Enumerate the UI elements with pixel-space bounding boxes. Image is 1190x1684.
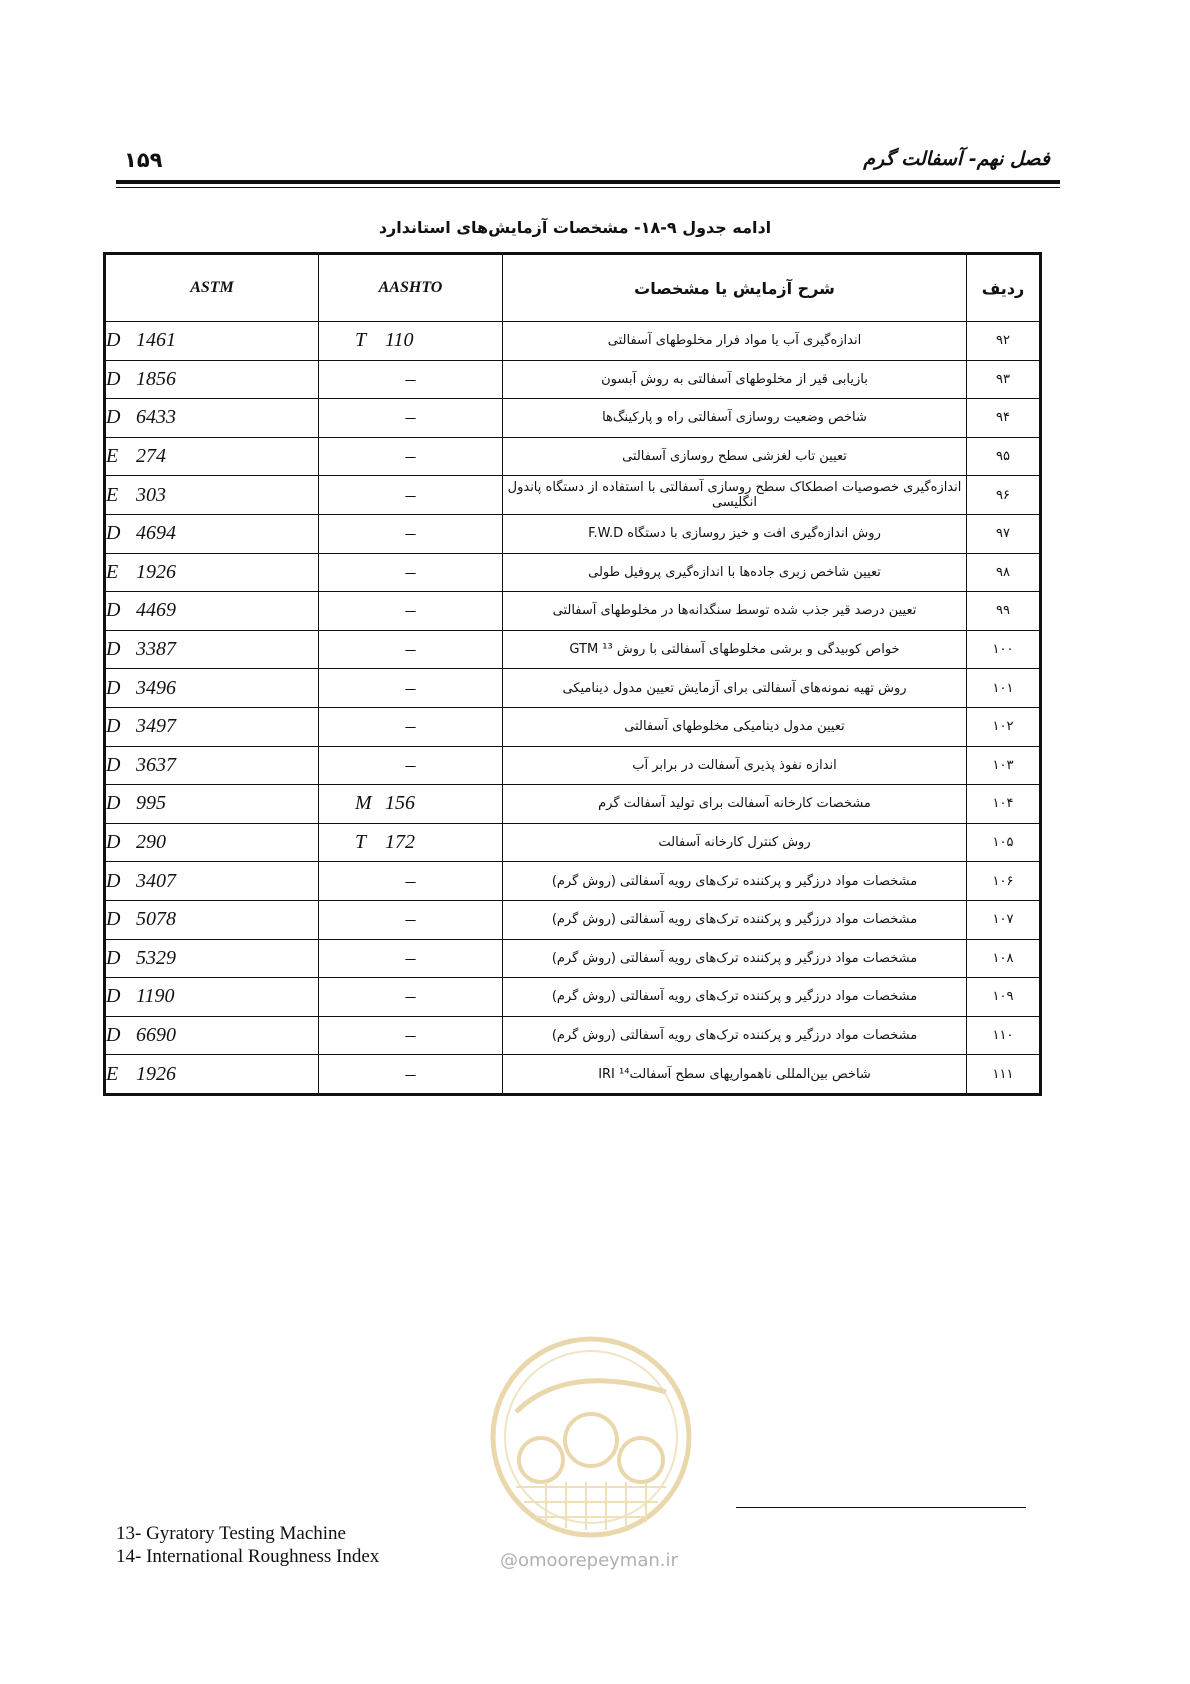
astm-letter: D [106, 792, 121, 815]
row-number-cell: ۱۰۷ [967, 900, 1041, 939]
astm-letter: E [106, 483, 119, 506]
astm-number: 6690 [136, 1023, 176, 1046]
table-row [105, 399, 1041, 438]
description-cell: شاخص وضعیت روسازی آسفالتی راه و پارکینگ‌ها [503, 399, 967, 438]
astm-cell [105, 707, 319, 746]
footnote-rule [736, 1507, 1026, 1508]
astm-number: 1926 [136, 560, 176, 583]
description-cell: بازیابی قیر از مخلوطهای آسفالتی به روش آبسون [503, 360, 967, 399]
table-row [105, 746, 1041, 785]
description-cell: مشخصات مواد درزگیر و پرکننده ترک‌های رویه آسفالتی (روش گرم) [503, 900, 967, 939]
row-number-cell: ۹۵ [967, 437, 1041, 476]
aashto-cell: – [319, 939, 503, 978]
table-row [105, 785, 1041, 824]
astm-number: 995 [136, 792, 166, 815]
aashto-cell: – [319, 669, 503, 708]
aashto-cell: – [319, 862, 503, 901]
table-row [105, 592, 1041, 631]
description-cell: مشخصات کارخانه آسفالت برای تولید آسفالت گرم [503, 785, 967, 824]
footnote-14: 14- International Roughness Index [116, 1546, 380, 1567]
astm-number: 1190 [136, 985, 175, 1008]
description-cell: تعیین تاب لغزشی سطح روسازی آسفالتی [503, 437, 967, 476]
aashto-cell: – [319, 399, 503, 438]
astm-number: 290 [136, 831, 166, 854]
astm-number: 5329 [136, 946, 176, 969]
astm-number: 3496 [136, 676, 176, 699]
description-cell: شاخص بین‌المللی ناهمواریهای سطح آسفالت¹⁴ IRI [503, 1055, 967, 1095]
table-row [105, 707, 1041, 746]
description-cell: مشخصات مواد درزگیر و پرکننده ترک‌های رویه آسفالتی (روش گرم) [503, 978, 967, 1017]
description-cell: مشخصات مواد درزگیر و پرکننده ترک‌های رویه آسفالتی (روش گرم) [503, 1016, 967, 1055]
astm-cell [105, 1016, 319, 1055]
description-cell: تعیین درصد قیر جذب شده توسط سنگدانه‌ها در مخلوطهای آسفالتی [503, 592, 967, 631]
astm-number: 303 [136, 483, 166, 506]
row-number-cell: ۹۶ [967, 476, 1041, 515]
astm-cell [105, 900, 319, 939]
astm-letter: D [106, 831, 121, 854]
description-cell: مشخصات مواد درزگیر و پرکننده ترک‌های رویه آسفالتی (روش گرم) [503, 862, 967, 901]
astm-number: 3637 [136, 753, 176, 776]
aashto-cell [319, 322, 503, 361]
astm-letter: E [106, 445, 119, 468]
astm-cell [105, 592, 319, 631]
astm-cell [105, 939, 319, 978]
row-number-cell: ۱۰۲ [967, 707, 1041, 746]
astm-letter: E [106, 560, 119, 583]
header-astm: ASTM [105, 254, 319, 322]
astm-letter: D [106, 985, 121, 1008]
astm-number: 4694 [136, 522, 176, 545]
header-description: شرح آزمایش یا مشخصات [503, 254, 967, 322]
table-row [105, 514, 1041, 553]
astm-cell [105, 1055, 319, 1095]
row-number-cell: ۱۰۰ [967, 630, 1041, 669]
table-row [105, 360, 1041, 399]
row-number-cell: ۱۱۰ [967, 1016, 1041, 1055]
row-number-cell: ۹۲ [967, 322, 1041, 361]
astm-cell [105, 360, 319, 399]
table-caption: ادامه جدول ۹-۱۸- مشخصات آزمایش‌های استاندارد [378, 218, 772, 237]
astm-letter: D [106, 522, 121, 545]
astm-cell [105, 978, 319, 1017]
astm-letter: D [106, 329, 121, 352]
astm-number: 3497 [136, 715, 176, 738]
aashto-cell: – [319, 1055, 503, 1095]
astm-letter: D [106, 599, 121, 622]
astm-cell [105, 399, 319, 438]
description-cell: روش تهیه نمونه‌های آسفالتی برای آزمایش تعیین مدول دینامیکی [503, 669, 967, 708]
aashto-cell: – [319, 592, 503, 631]
row-number-cell: ۹۸ [967, 553, 1041, 592]
standards-table [103, 252, 1042, 1096]
astm-letter: D [106, 1023, 121, 1046]
astm-number: 1461 [136, 329, 176, 352]
astm-letter: D [106, 869, 121, 892]
row-number-cell: ۹۷ [967, 514, 1041, 553]
astm-cell [105, 514, 319, 553]
table-row [105, 939, 1041, 978]
aashto-number: 172 [385, 831, 415, 854]
table-row [105, 1055, 1041, 1095]
aashto-cell: – [319, 514, 503, 553]
aashto-cell: – [319, 978, 503, 1017]
table-row [105, 437, 1041, 476]
header-row-number: ردیف [967, 254, 1041, 322]
table-row [105, 322, 1041, 361]
footnotes [116, 1522, 379, 1568]
description-cell: اندازه نفوذ پذیری آسفالت در برابر آب [503, 746, 967, 785]
aashto-cell: – [319, 630, 503, 669]
aashto-cell: – [319, 360, 503, 399]
astm-cell [105, 630, 319, 669]
watermark-logo [486, 1332, 696, 1542]
header-rule-thin [116, 187, 1060, 188]
chapter-title: فصل نهم- آسفالت گرم [863, 148, 1050, 170]
row-number-cell: ۹۳ [967, 360, 1041, 399]
description-cell: مشخصات مواد درزگیر و پرکننده ترک‌های رویه آسفالتی (روش گرم) [503, 939, 967, 978]
aashto-cell [319, 785, 503, 824]
aashto-cell: – [319, 900, 503, 939]
row-number-cell: ۹۴ [967, 399, 1041, 438]
astm-letter: D [106, 753, 121, 776]
astm-number: 6433 [136, 406, 176, 429]
aashto-cell: – [319, 476, 503, 515]
table-row [105, 1016, 1041, 1055]
astm-letter: D [106, 406, 121, 429]
table-row [105, 476, 1041, 515]
aashto-cell: – [319, 437, 503, 476]
table-row [105, 553, 1041, 592]
aashto-letter: M [355, 792, 372, 815]
table-row [105, 978, 1041, 1017]
astm-letter: D [106, 367, 121, 390]
row-number-cell: ۱۰۳ [967, 746, 1041, 785]
astm-letter: D [106, 676, 121, 699]
row-number-cell: ۱۰۶ [967, 862, 1041, 901]
astm-cell [105, 322, 319, 361]
astm-cell [105, 476, 319, 515]
page-number: ۱۵۹ [124, 148, 163, 172]
aashto-cell: – [319, 746, 503, 785]
description-cell: اندازه‌گیری آب یا مواد فرار مخلوطهای آسفالتی [503, 322, 967, 361]
row-number-cell: ۱۰۸ [967, 939, 1041, 978]
aashto-cell: – [319, 553, 503, 592]
aashto-number: 110 [385, 329, 414, 352]
astm-number: 274 [136, 445, 166, 468]
row-number-cell: ۱۰۱ [967, 669, 1041, 708]
astm-cell [105, 553, 319, 592]
astm-cell [105, 669, 319, 708]
header-rule-thick [116, 180, 1060, 184]
description-cell: تعیین مدول دینامیکی مخلوطهای آسفالتی [503, 707, 967, 746]
row-number-cell: ۱۰۹ [967, 978, 1041, 1017]
astm-letter: D [106, 638, 121, 661]
table-row [105, 823, 1041, 862]
watermark-url: @omoorepeyman.ir [500, 1550, 678, 1571]
astm-number: 3407 [136, 869, 176, 892]
astm-number: 3387 [136, 638, 176, 661]
row-number-cell: ۱۰۵ [967, 823, 1041, 862]
astm-number: 4469 [136, 599, 176, 622]
table-row [105, 669, 1041, 708]
footnote-13: 13- Gyratory Testing Machine [116, 1523, 346, 1544]
description-cell: روش کنترل کارخانه آسفالت [503, 823, 967, 862]
astm-number: 5078 [136, 908, 176, 931]
row-number-cell: ۱۰۴ [967, 785, 1041, 824]
aashto-letter: T [355, 329, 367, 352]
row-number-cell: ۱۱۱ [967, 1055, 1041, 1095]
astm-letter: D [106, 946, 121, 969]
aashto-cell [319, 823, 503, 862]
aashto-cell: – [319, 1016, 503, 1055]
table-row [105, 900, 1041, 939]
table-row [105, 862, 1041, 901]
description-cell: تعیین شاخص زبری جاده‌ها با اندازه‌گیری پروفیل طولی [503, 553, 967, 592]
aashto-cell: – [319, 707, 503, 746]
header-aashto: AASHTO [319, 254, 503, 322]
astm-number: 1926 [136, 1062, 176, 1085]
description-cell: خواص کوبیدگی و برشی مخلوطهای آسفالتی با روش GTM ¹³ [503, 630, 967, 669]
astm-cell [105, 437, 319, 476]
table-body [105, 322, 1041, 1095]
astm-cell [105, 785, 319, 824]
aashto-letter: T [355, 831, 367, 854]
aashto-number: 156 [385, 792, 415, 815]
astm-letter: D [106, 715, 121, 738]
description-cell: روش اندازه‌گیری افت و خیز روسازی با دستگاه F.W.D [503, 514, 967, 553]
astm-cell [105, 746, 319, 785]
row-number-cell: ۹۹ [967, 592, 1041, 631]
astm-letter: E [106, 1062, 119, 1085]
astm-letter: D [106, 908, 121, 931]
astm-cell [105, 823, 319, 862]
page-header [116, 148, 1060, 178]
table-header-row [105, 254, 1041, 322]
description-cell: اندازه‌گیری خصوصیات اصطکاک سطح روسازی آسفالتی با استفاده از دستگاه پاندول انگلیسی [503, 476, 967, 515]
astm-cell [105, 862, 319, 901]
table-row [105, 630, 1041, 669]
astm-number: 1856 [136, 367, 176, 390]
